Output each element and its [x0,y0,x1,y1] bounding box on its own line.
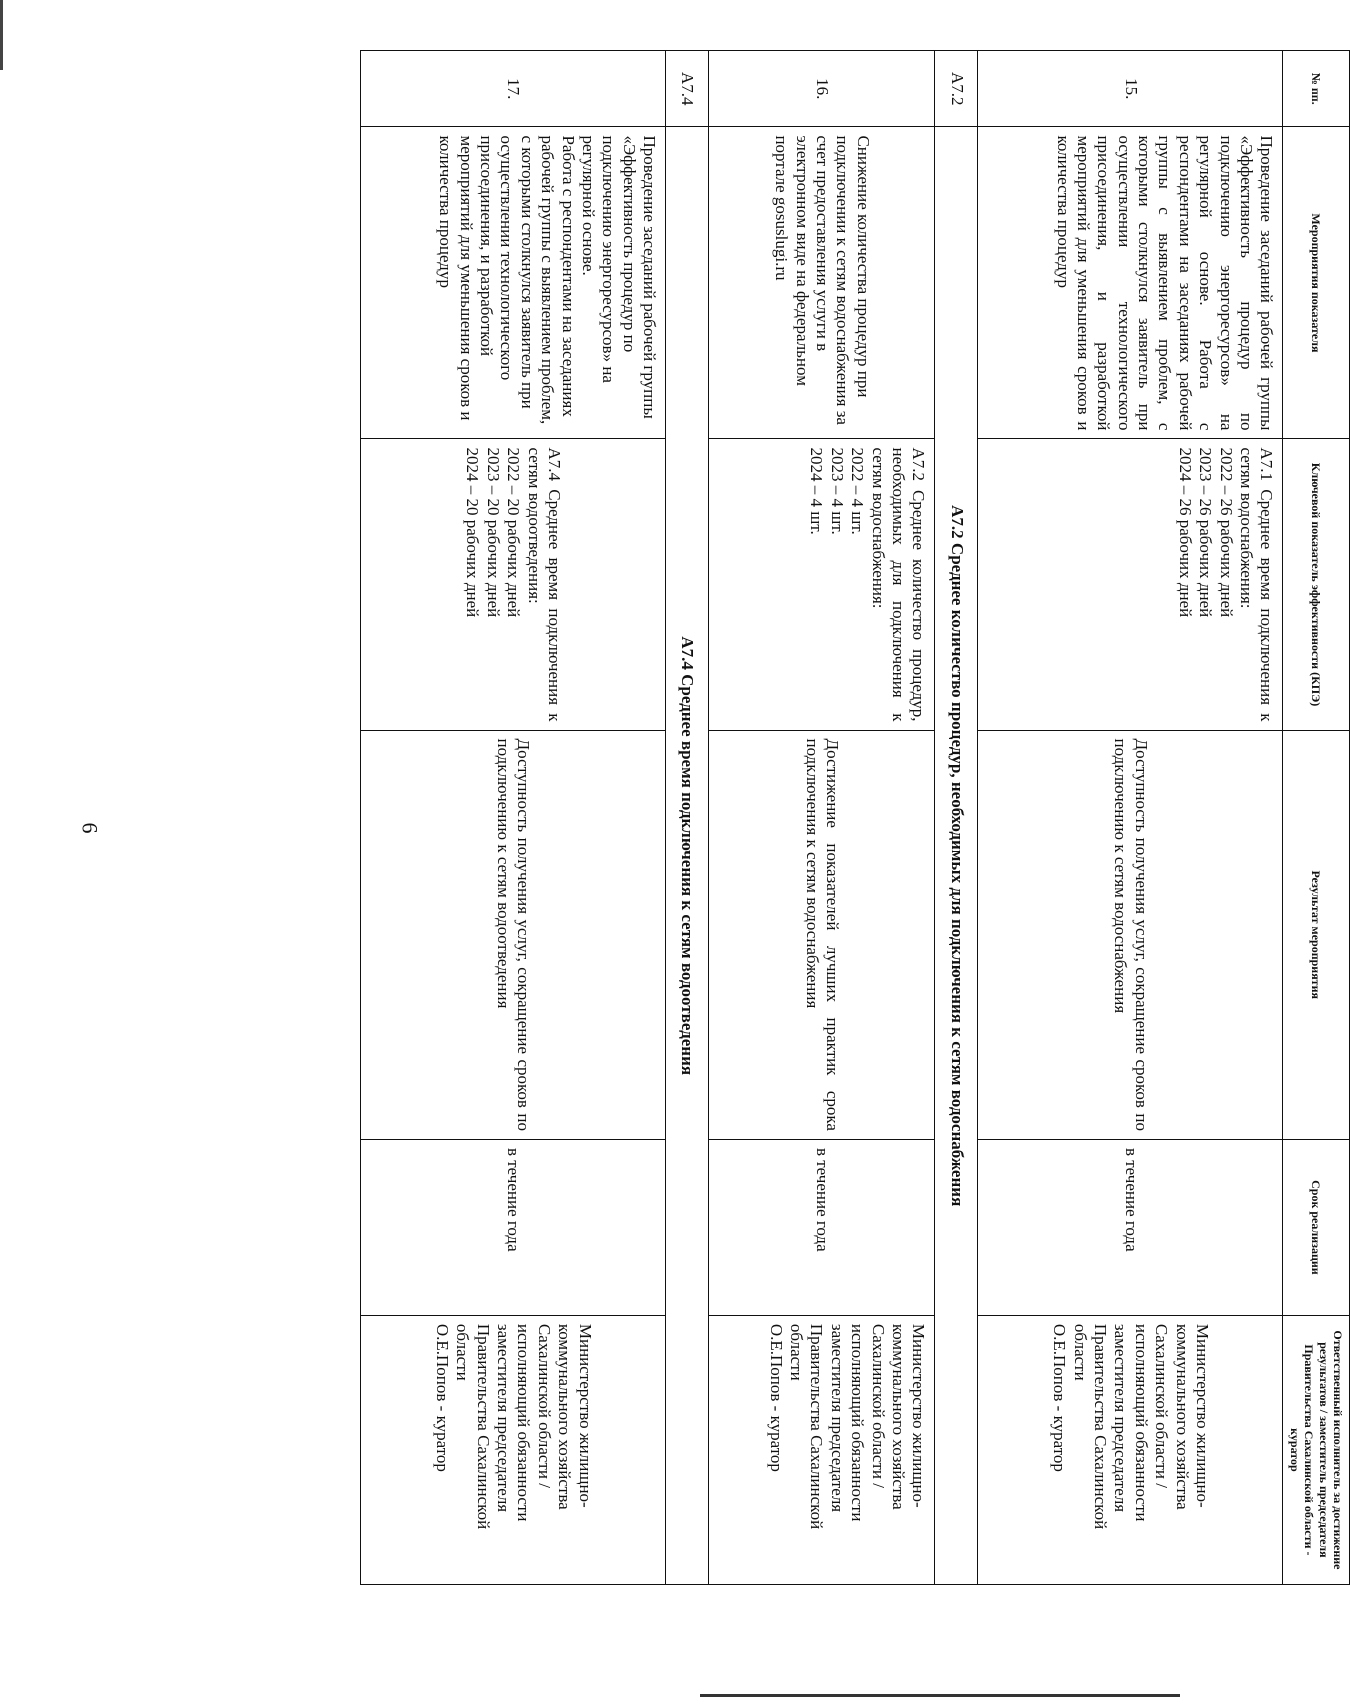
section-code: А7.4 [666,51,709,127]
table-row [361,51,666,1585]
page-number: 6 [77,822,103,834]
row-term: в течение года [361,1139,666,1315]
measures-table [360,50,1350,1585]
table-row [709,51,935,1585]
row-result: Доступность получения услуг, сокращение сроков по подключению к сетям водоснабжения [978,730,1283,1139]
table-header-row [1283,51,1350,1585]
row-number: 16. [709,51,935,127]
header-term: Срок реализации [1283,1139,1350,1315]
header-event: Мероприятия показателя [1283,127,1350,439]
section-code: А7.2 [935,51,978,127]
row-term: в течение года [709,1139,935,1315]
row-result: Доступность получения услуг, сокращение сроков по подключению к сетям водоотведения [361,730,666,1139]
table-row [978,51,1283,1585]
row-event: Проведение заседаний рабочей группы «Эффективность процедур по подключению энергоресурсов» на регулярной основе. Работа с респондентами на заседаниях рабочей группы с выявлением проблем, с которыми столкнулся заявитель при осуществлении технологического присоединения, и разработкой мероприятий для уменьшения сроков и количества процедур [361,127,666,439]
header-kpi: Ключевой показатель эффективности (КПЭ) [1283,439,1350,730]
row-kpi: А7.2 Среднее количество процедур, необходимых для подключения к сетям водоснабжения: 2022 – 4 шт. 2023 – 4 шт. 2024 – 4 шт. [709,439,935,730]
row-number: 17. [361,51,666,127]
header-num: № пп. [1283,51,1350,127]
row-event: Снижение количества процедур при подключении к сетям водоснабжения за счет предоставления услуги в электронном виде на федеральном портале gosuslugi.ru [709,127,935,439]
section-title: А7.2 Среднее количество процедур, необходимых для подключения к сетям водоснабжения [935,127,978,1585]
header-result: Результат мероприятия [1283,730,1350,1139]
header-responsible: Ответственный исполнитель за достижение результатов / заместитель председателя Правительства Сахалинской области - куратор [1283,1315,1350,1584]
row-kpi: А7.1 Среднее время подключения к сетям водоснабжения: 2022 – 26 рабочих дней 2023 – 26 рабочих дней 2024 – 26 рабочих дней [978,439,1283,730]
row-responsible: Министерство жилищно-коммунального хозяйства Сахалинской области / исполняющий обязанности заместителя председателя Правительства Сахалинской области О.Е.Попов - куратор [709,1315,935,1584]
section-row [935,51,978,1585]
scan-bottom-line [700,1694,1180,1697]
row-event: Проведение заседаний рабочей группы «Эффективность процедур по подключению энергоресурсов» на регулярной основе. Работа с респондентами на заседаниях рабочей группы с выявлением проблем, с которыми столкнулся заявитель при осуществлении технологического присоединения, и разработкой мероприятий для уменьшения сроков и количества процедур [978,127,1283,439]
row-responsible: Министерство жилищно-коммунального хозяйства Сахалинской области / исполняющий обязанности заместителя председателя Правительства Сахалинской области О.Е.Попов - куратор [978,1315,1283,1584]
row-number: 15. [978,51,1283,127]
section-row [666,51,709,1585]
row-responsible: Министерство жилищно-коммунального хозяйства Сахалинской области / исполняющий обязанности заместителя председателя Правительства Сахалинской области О.Е.Попов - куратор [361,1315,666,1584]
section-title: А7.4 Среднее время подключения к сетям водоотведения [666,127,709,1585]
row-kpi: А7.4 Среднее время подключения к сетям водоотведения: 2022 – 20 рабочих дней 2023 – 20 рабочих дней 2024 – 20 рабочих дней [361,439,666,730]
row-result: Достижение показателей лучших практик срока подключения к сетям водоснабжения [709,730,935,1139]
row-term: в течение года [978,1139,1283,1315]
